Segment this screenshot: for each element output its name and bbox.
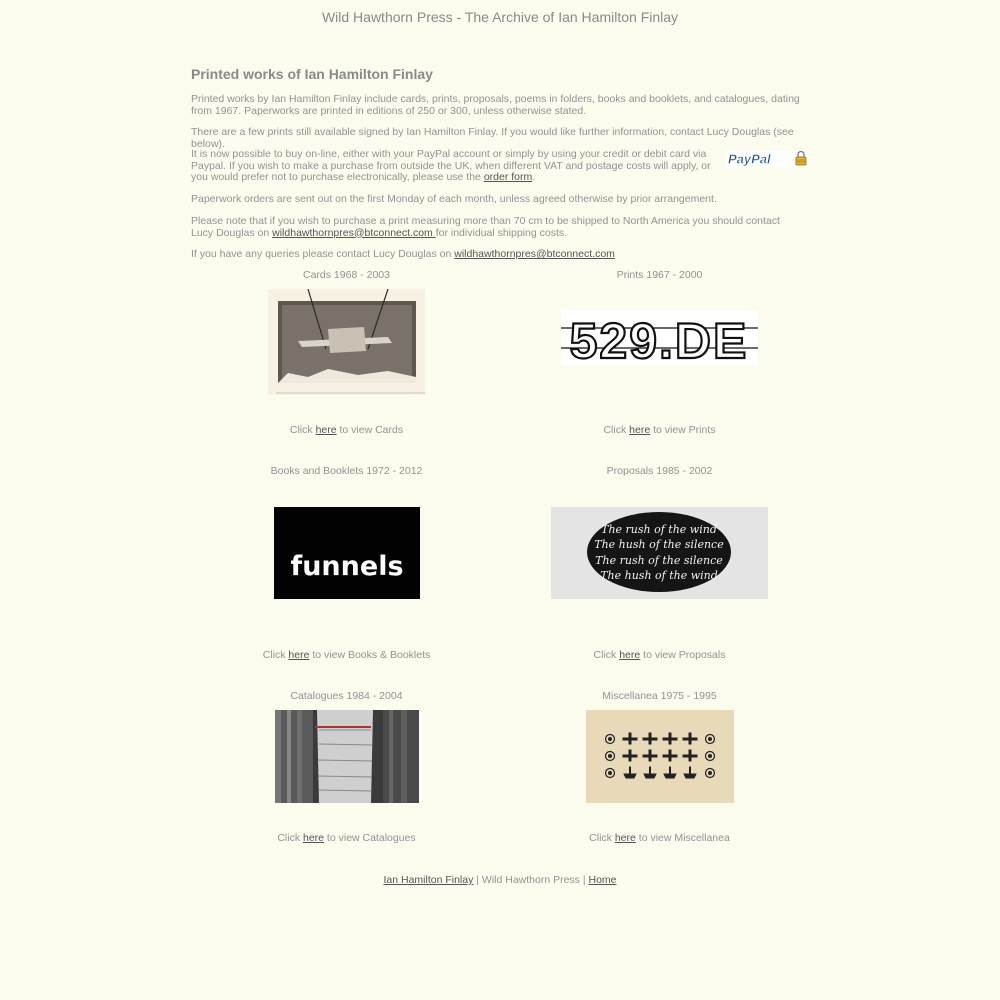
catalogues-section	[191, 690, 502, 850]
prints-cta-end: to view Prints	[650, 424, 716, 436]
misc-cta-text: Click	[589, 832, 615, 844]
prints-title: Prints 1967 - 2000	[616, 269, 703, 281]
books-title: Books and Booklets 1972 - 2012	[270, 465, 423, 477]
paypal-paragraph	[191, 149, 721, 184]
catalogues-cta-text: Click	[277, 832, 303, 844]
cards-link[interactable]: here	[315, 424, 337, 436]
paypal-text-end: .	[532, 171, 536, 183]
misc-cta	[502, 832, 817, 844]
proposals-line-1: The rush of the wind	[601, 523, 717, 536]
misc-section	[502, 690, 817, 850]
proposals-line-2: The hush of the silence	[594, 538, 724, 551]
proposals-line-4: The hush of the wind	[600, 569, 718, 582]
proposals-title: Proposals 1985 - 2002	[606, 465, 713, 477]
books-cta-text: Click	[262, 649, 289, 661]
footer-home-link[interactable]: Home	[588, 874, 617, 886]
books-cta	[191, 649, 502, 661]
books-link[interactable]: here	[288, 649, 310, 661]
cards-title: Cards 1968 - 2003	[303, 269, 390, 281]
paypal-text: It is now possible to buy on-line, either with your PayPal account or simply by using your credit or debit card via Paypal. If you wish to make a purchase from outside the UK, when different VAT and postage costs will apply, or you would prefer not to purchase electronically, please use the	[191, 148, 711, 183]
proposals-cta	[502, 649, 817, 661]
paypal-logo[interactable]	[726, 150, 808, 168]
proposals-cta-end: to view Proposals	[640, 649, 726, 661]
prints-section	[502, 269, 817, 439]
proposals-image[interactable]	[551, 507, 768, 599]
shipping-email-link[interactable]: wildhawthornpres@btconnect.com	[272, 226, 436, 239]
proposals-line-3: The rush of the silence	[595, 554, 723, 567]
page-title: Printed works of Ian Hamilton Finlay	[191, 66, 433, 82]
cards-image[interactable]	[268, 289, 425, 395]
paypal-logo-text: PayPal	[728, 151, 771, 167]
site-title: Wild Hawthorn Press - The Archive of Ian Hamilton Finlay	[321, 9, 679, 25]
proposals-cta-text: Click	[593, 649, 620, 661]
proposals-link[interactable]: here	[619, 649, 641, 661]
prints-image-text: 529.DE	[569, 313, 749, 365]
shipping-note-text: Please note that if you wish to purchase a print measuring more than 70 cm to be shipped to North America you should contact Lucy Douglas on	[191, 215, 780, 239]
proposals-section	[502, 465, 817, 665]
catalogues-title: Catalogues 1984 - 2004	[290, 690, 403, 702]
books-image[interactable]	[274, 507, 420, 599]
footer-separator: | Wild Hawthorn Press |	[473, 874, 589, 886]
books-image-text: funnels	[290, 551, 404, 582]
books-section	[191, 465, 502, 665]
intro-paragraph: Printed works by Ian Hamilton Finlay include cards, prints, proposals, poems in folders, books and booklets, and catalogues, dating from 1967. Paperworks are printed in editions of 250 or 300, unless otherwise stated.	[191, 93, 800, 117]
footer-ihf-link[interactable]: Ian Hamilton Finlay	[383, 874, 474, 886]
cards-cta	[191, 424, 502, 436]
prints-cta-text: Click	[603, 424, 630, 436]
catalogues-cta	[191, 832, 502, 844]
order-form-link[interactable]: order form	[483, 171, 533, 183]
query-text: If you have any queries please contact Lucy Douglas on	[191, 248, 455, 260]
cards-cta-end: to view Cards	[336, 424, 404, 436]
misc-link[interactable]: here	[614, 832, 636, 844]
prints-cta	[502, 424, 817, 436]
prints-link[interactable]: here	[629, 424, 651, 436]
misc-title: Miscellanea 1975 - 1995	[602, 690, 717, 702]
catalogues-image[interactable]	[275, 710, 419, 803]
query-paragraph	[191, 249, 811, 261]
misc-image[interactable]	[586, 710, 734, 803]
catalogues-link[interactable]: here	[303, 832, 325, 844]
cards-cta-text: Click	[289, 424, 316, 436]
signed-prints-paragraph: There are a few prints still available signed by Ian Hamilton Finlay. If you would like further information, contact Lucy Douglas (see below).	[191, 126, 794, 150]
footer	[0, 874, 1000, 886]
misc-cta-end: to view Miscellanea	[635, 832, 730, 844]
prints-image[interactable]	[561, 310, 758, 365]
books-cta-end: to view Books & Booklets	[309, 649, 431, 661]
shipping-note-end: for individual shipping costs.	[435, 226, 568, 239]
query-email-link[interactable]: wildhawthornpres@btconnect.com	[454, 248, 615, 260]
orders-paragraph: Paperwork orders are sent out on the first Monday of each month, unless agreed otherwise by prior arrangement.	[191, 193, 717, 205]
cards-section	[191, 269, 502, 439]
shipping-note-paragraph	[191, 216, 801, 239]
main-content	[191, 66, 811, 260]
catalogues-cta-end: to view Catalogues	[324, 832, 416, 844]
